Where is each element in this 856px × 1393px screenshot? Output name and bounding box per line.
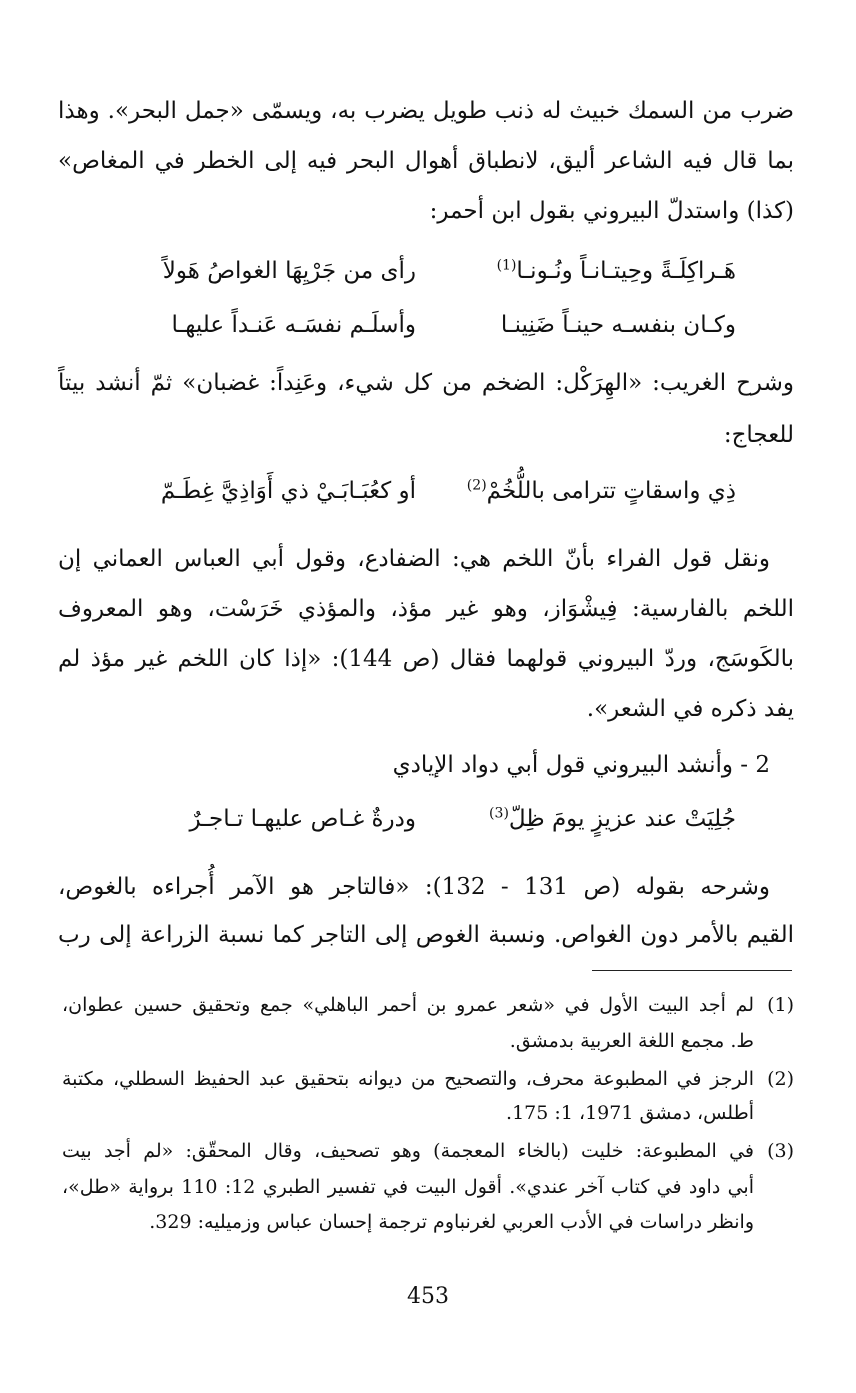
numbered-item: 2 - وأنشد البيروني قول أبي دواد الإيادي [392,752,770,778]
footnote-line: أبي داود في كتاب آخر عندي». أقول البيت في تفسير الطبري 12: 110 برواية «طل»، [62,1176,755,1198]
body-text-line: بالكَوسَج، وردّ البيروني قولهما فقال (ص 144): «إذا كان اللخم غير مؤذ لم [58,646,794,672]
body-text-line: (كذا) واستدلّ البيروني بقول ابن أحمر: [429,198,794,224]
verse-text: جُلِيَتْ عند عزيزٍ يومَ ظِلّ [508,806,736,832]
footnote-number: (2) [767,1068,794,1090]
footnote-line: وانظر دراسات في الأدب العربي لغرنباوم ترجمة إحسان عباس وزميليه: 329. [149,1211,754,1233]
body-text-line: بما قال فيه الشاعر أليق، لانطباق أهوال البحر فيه إلى الخطر في المغاص» [58,148,794,174]
body-text-line: يفد ذكره في الشعر». [586,696,794,722]
verse-hemistich: وأسلَـم نفسَـه عَنـداً عليهـا [171,312,416,338]
body-text-line: ونقل قول الفراء بأنّ اللخم هي: الضفادع، وقول أبي العباس العماني إن [58,546,770,572]
footnote-ref: (3) [489,805,509,822]
body-text-line: وشرحه بقوله (ص 131 - 132): «فالتاجر هو الآمر أُجراءه بالغوص، [58,874,770,900]
footnote-ref: (1) [496,257,517,274]
verse-hemistich: ودرةٌ غـاص عليهـا تـاجـرٌ [189,806,416,832]
footnote-number: (3) [767,1140,794,1162]
footnote-line: أطلس، دمشق 1971، 1: 175. [506,1102,754,1124]
footnote-ref: (2) [466,477,487,494]
verse-hemistich: رأى من جَرْيِهَا الغواصُ هَولاً [162,258,416,284]
body-text-line: اللخم بالفارسية: فِيشْوَاز، وهو غير مؤذ، والمؤذي خَرَسْت، وهو المعروف [58,596,794,622]
footnote-line: الرجز في المطبوعة محرف، والتصحيح من ديوانه بتحقيق عبد الحفيظ السطلي، مكتبة [62,1068,754,1090]
body-text-line: وشرح الغريب: «الهِرَكْل: الضخم من كل شيء، وعَنِداً: غضبان» ثمّ أنشد بيتاً [58,370,794,396]
body-text-line: للعجاج: [723,422,794,448]
footnote-separator [592,970,792,971]
verse-hemistich: أو كعُبَـابَـيْ ذي أَوَاذِيَّ غِطَـمّ [160,478,416,504]
footnote-line: ط. مجمع اللغة العربية بدمشق. [509,1030,754,1052]
footnote-number: (1) [767,994,794,1016]
verse-hemistich [406,257,736,284]
verse-text: هَـراكِلَـةً وحِيتـانـاً ونُـونـا [516,258,736,284]
verse-hemistich [406,477,736,504]
footnote-line: لم أجد البيت الأول في «شعر عمرو بن أحمر الباهلي» جمع وتحقيق حسين عطوان، [62,994,754,1016]
verse-text: ذِي واسقاتٍ تترامى باللُّخُمْ [486,478,736,504]
verse-hemistich [406,805,736,832]
verse-hemistich: وكـان بنفسـه حينـاً ضَنِينـا [500,312,736,338]
footnote-line: في المطبوعة: خليت (بالخاء المعجمة) وهو تصحيف، وقال المحقّق: «لم أجد بيت [62,1140,754,1162]
body-text-line: ضرب من السمك خبيث له ذنب طويل يضرب به، ويسمّى «جمل البحر». وهذا [58,98,794,124]
page-number: 453 [407,1284,449,1309]
body-text-line: القيم بالأمر دون الغواص. ونسبة الغوص إلى التاجر كما نسبة الزراعة إلى رب [58,922,794,948]
